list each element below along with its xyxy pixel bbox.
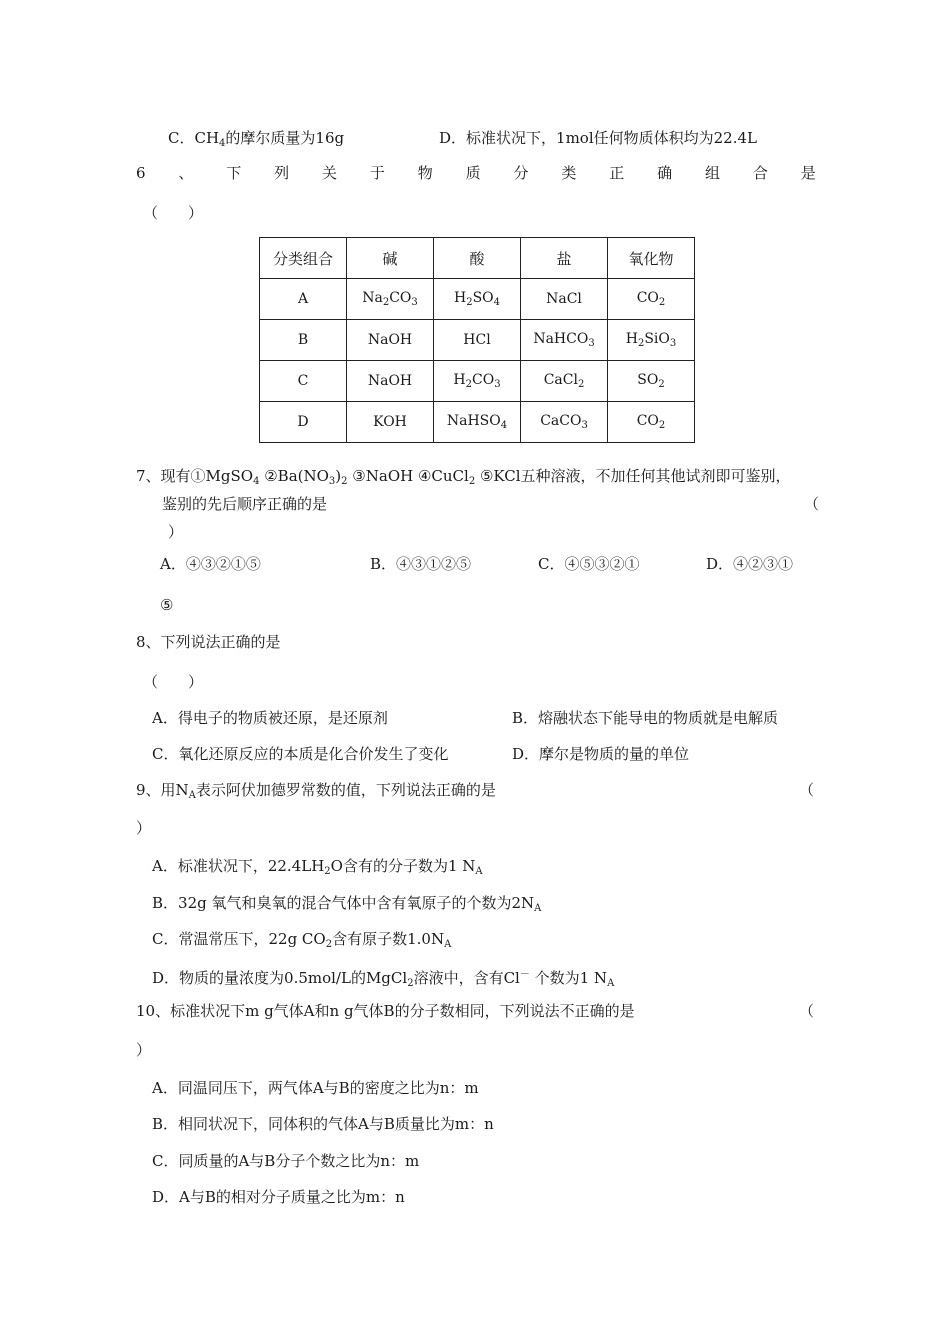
q8-option-b: B．熔融状态下能导电的物质就是电解质 — [512, 709, 779, 727]
q8-stem: 8、下列说法正确的是 — [136, 633, 281, 651]
q7-paren-open: （ — [804, 495, 820, 513]
q10-stem: 10、标准状况下m g气体A和n g气体B的分子数相同，下列说法不正确的是 — [136, 1002, 635, 1020]
subscript: A — [534, 903, 542, 914]
text: C．常温常压下，22g CO — [152, 930, 326, 948]
subscript: 2 — [407, 978, 414, 989]
q10-option-a: A．同温同压下，两气体A与B的密度之比为n：m — [152, 1079, 479, 1097]
text: 溶液中，含有Cl — [413, 969, 520, 987]
subscript: A — [607, 978, 615, 989]
subscript: A — [475, 866, 483, 877]
q6-stem-char: 物 — [417, 164, 433, 182]
table-header-cell: 酸 — [434, 238, 521, 279]
q9-paren-close: ） — [136, 819, 152, 837]
subscript: A — [444, 939, 452, 950]
subscript: 2 — [577, 379, 585, 390]
q5-option-d: D．标准状况下，1mol任何物质体积均为22.4L — [439, 129, 757, 147]
subscript: 2 — [341, 476, 348, 487]
salt-cell — [521, 320, 608, 361]
q7-option-b: B．④③①②⑤ — [370, 555, 472, 573]
q6-stem-char: 列 — [274, 164, 290, 182]
table-row — [260, 320, 695, 361]
q9-option-a — [152, 856, 483, 882]
group-cell: A — [260, 279, 347, 320]
q7-stem-line1 — [136, 466, 791, 492]
subscript: 2 — [324, 866, 331, 877]
text: A．标准状况下，22.4LH — [152, 857, 325, 875]
group-cell: D — [260, 402, 347, 443]
subscript: 2 — [382, 297, 390, 308]
formula-text: NaHCO — [533, 331, 589, 347]
q6-stem-char: 关 — [322, 164, 338, 182]
subscript: 3 — [494, 379, 501, 390]
oxide-cell — [608, 320, 695, 361]
table-header-cell: 分类组合 — [260, 238, 347, 279]
text: 9、用N — [136, 781, 189, 799]
salt-cell — [521, 279, 608, 320]
q9-paren-open: （ — [799, 781, 815, 799]
q6-stem-char: 于 — [369, 164, 385, 182]
oxide-cell — [608, 361, 695, 402]
formula-text: HCl — [463, 332, 491, 348]
q6-stem-char: 下 — [226, 164, 242, 182]
formula-text: SO — [472, 290, 494, 306]
formula-text: CaCO — [540, 413, 582, 429]
q9-option-d — [152, 965, 614, 994]
text: ) — [335, 467, 342, 485]
subscript: 4 — [500, 420, 508, 431]
group-cell: C — [260, 361, 347, 402]
text: ②Ba(NO — [259, 467, 329, 485]
subscript: 3 — [328, 476, 336, 487]
q6-stem-char: 类 — [561, 164, 577, 182]
subscript: 2 — [468, 476, 476, 487]
acid-cell — [434, 279, 521, 320]
subscript: 2 — [465, 379, 472, 390]
q6-answer-paren: （ ） — [143, 204, 204, 222]
subscript: 4 — [253, 476, 260, 487]
table-header-cell: 碱 — [347, 238, 434, 279]
text: ③NaOH ④CuCl — [347, 467, 469, 485]
formula-text: CO — [636, 413, 659, 429]
oxide-cell — [608, 402, 695, 443]
formula-text: KOH — [373, 414, 407, 430]
subscript: 3 — [588, 338, 595, 349]
q7-option-a: A．④③②①⑤ — [160, 555, 261, 573]
q5-option-c-text-2: 的摩尔质量为16g — [225, 129, 345, 147]
formula-text: SiO — [644, 331, 670, 347]
formula-text: H — [453, 290, 467, 306]
q6-stem-char: 是 — [800, 164, 816, 182]
q7-stem-line2: 鉴别的先后顺序正确的是 — [162, 495, 328, 513]
formula-text: CO — [472, 372, 495, 388]
subscript: 2 — [637, 338, 645, 349]
table-header-cell: 氧化物 — [608, 238, 695, 279]
q9-option-b — [152, 893, 541, 919]
subscript: 2 — [466, 297, 473, 308]
subscript: 2 — [325, 939, 333, 950]
formula-text: H — [453, 372, 466, 388]
q6-stem-char: 6 — [136, 164, 146, 182]
subscript: 4 — [219, 138, 226, 149]
text: 表示阿伏加德罗常数的值，下列说法正确的是 — [195, 781, 496, 799]
subscript: 4 — [493, 297, 501, 308]
group-cell: B — [260, 320, 347, 361]
q7-paren-close: ） — [168, 523, 184, 541]
q6-stem-char: 分 — [513, 164, 529, 182]
text: D．物质的量浓度为0.5mol/L的MgCl — [152, 969, 408, 987]
q5-option-c — [168, 128, 344, 154]
q6-stem-char: 质 — [465, 164, 481, 182]
q10-option-d: D．A与B的相对分子质量之比为m：n — [152, 1188, 405, 1206]
q10-option-b: B．相同状况下，同体积的气体A与B质量比为m：n — [152, 1115, 494, 1133]
q7-option-d: D．④②③① — [706, 555, 794, 573]
q9-option-c — [152, 929, 451, 955]
formula-text: NaOH — [367, 332, 413, 348]
q10-paren-open: （ — [799, 1002, 815, 1020]
q10-option-c: C．同质量的A与B分子个数之比为n：m — [152, 1152, 420, 1170]
base-cell — [347, 402, 434, 443]
subscript: 3 — [411, 297, 418, 308]
q6-stem — [136, 163, 816, 183]
text: 含有原子数1.0N — [332, 930, 445, 948]
q6-stem-char: 、 — [178, 164, 194, 182]
formula-text: NaCl — [546, 291, 582, 307]
base-cell — [347, 320, 434, 361]
q8-answer-paren: （ ） — [143, 673, 204, 691]
acid-cell — [434, 320, 521, 361]
subscript: 2 — [658, 297, 666, 308]
q8-option-d: D．摩尔是物质的量的单位 — [512, 745, 690, 763]
q6-stem-char: 组 — [705, 164, 721, 182]
q10-paren-close: ） — [136, 1041, 152, 1059]
oxide-cell — [608, 279, 695, 320]
formula-text: Na — [362, 290, 383, 306]
table-row — [260, 279, 695, 320]
subscript: A — [188, 790, 196, 801]
formula-text: SO — [637, 372, 659, 388]
text: 个数为1 N — [529, 969, 608, 987]
subscript: 2 — [658, 379, 665, 390]
table-row — [260, 402, 695, 443]
table-header-row — [260, 238, 695, 279]
formula-text: H — [625, 331, 638, 347]
acid-cell — [434, 361, 521, 402]
base-cell — [347, 279, 434, 320]
acid-cell — [434, 402, 521, 443]
q6-stem-char: 确 — [657, 164, 673, 182]
q7-option-d-wrap: ⑤ — [160, 596, 174, 614]
q8-option-c: C．氧化还原反应的本质是化合价发生了变化 — [152, 745, 449, 763]
q8-option-a: A．得电子的物质被还原，是还原剂 — [152, 709, 388, 727]
q6-stem-char: 正 — [609, 164, 625, 182]
base-cell — [347, 361, 434, 402]
formula-text: CO — [636, 290, 659, 306]
classification-table — [259, 237, 695, 443]
subscript: 3 — [581, 420, 588, 431]
superscript: － — [519, 969, 530, 980]
q9-stem — [136, 780, 496, 806]
q6-stem-char: 合 — [752, 164, 768, 182]
text: B．32g 氧气和臭氧的混合气体中含有氧原子的个数为2N — [152, 894, 535, 912]
salt-cell — [521, 402, 608, 443]
formula-text: CaCl — [543, 372, 578, 388]
table-row — [260, 361, 695, 402]
formula-text: CO — [389, 290, 412, 306]
subscript: 3 — [669, 338, 677, 349]
subscript: 2 — [658, 420, 666, 431]
table-header-cell: 盐 — [521, 238, 608, 279]
q7-option-c: C．④⑤③②① — [538, 555, 640, 573]
q5-option-c-text: C．CH — [168, 129, 220, 147]
formula-text: NaOH — [367, 373, 413, 389]
text: 7、现有①MgSO — [136, 467, 254, 485]
formula-text: NaHSO — [446, 413, 501, 429]
text: O含有的分子数为1 N — [330, 857, 476, 875]
salt-cell — [521, 361, 608, 402]
text: ⑤KCl五种溶液，不加任何其他试剂即可鉴别， — [475, 467, 791, 485]
